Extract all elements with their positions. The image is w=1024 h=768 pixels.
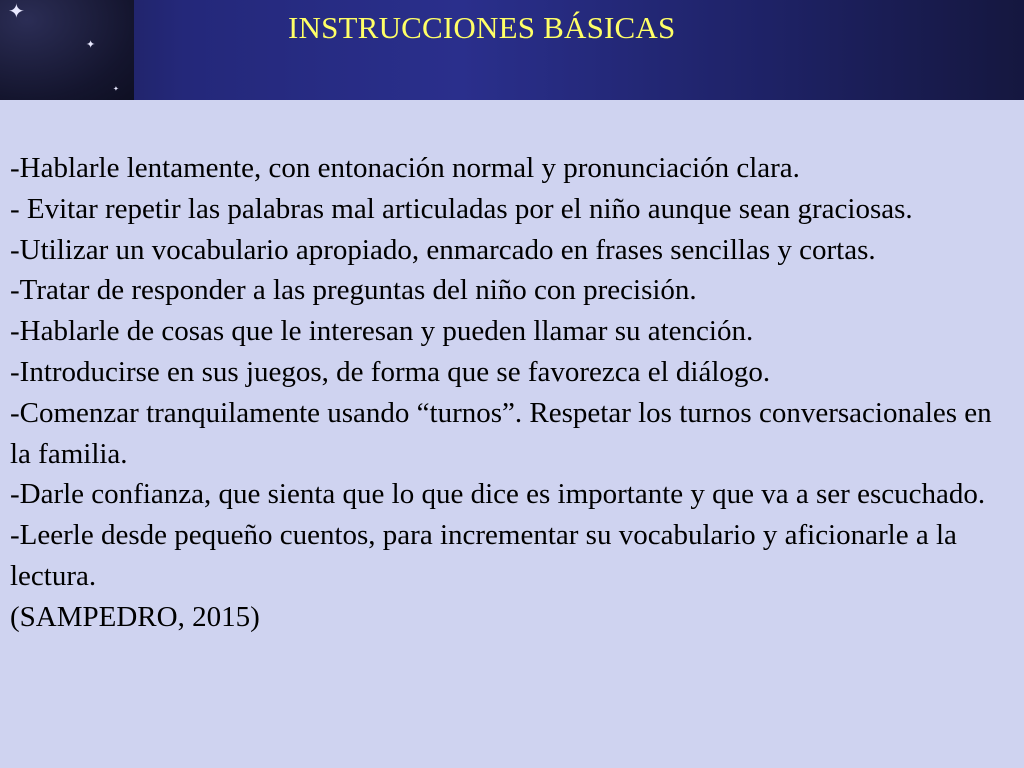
instruction-item: -Tratar de responder a las preguntas del niño con precisión. — [10, 274, 697, 307]
instruction-item: - Evitar repetir las palabras mal articuladas por el niño aunque sean graciosas. — [10, 192, 913, 225]
star-icon: ✦ — [113, 85, 119, 93]
slide-body — [10, 148, 1018, 638]
instruction-item: -Introducirse en sus juegos, de forma que se favorezca el diálogo. — [10, 355, 771, 388]
starfield-corner — [0, 0, 134, 100]
instruction-item: -Darle confianza, que sienta que lo que dice es importante y que va a ser escuchado. — [10, 478, 986, 511]
instruction-item: -Utilizar un vocabulario apropiado, enmarcado en frases sencillas y cortas. — [10, 233, 876, 266]
instruction-item: -Hablarle de cosas que le interesan y pueden llamar su atención. — [10, 315, 754, 348]
star-icon: ✦ — [8, 1, 25, 23]
instruction-item: -Hablarle lentamente, con entonación normal y pronunciación clara. — [10, 152, 800, 184]
instruction-item: -Leerle desde pequeño cuentos, para incrementar su vocabulario y aficionarle a la lectura. — [10, 519, 957, 592]
slide-header — [0, 0, 1024, 100]
star-icon: ✦ — [86, 39, 96, 51]
slide-title: INSTRUCCIONES BÁSICAS — [288, 10, 676, 45]
citation: (SAMPEDRO, 2015) — [10, 600, 260, 633]
instruction-item: -Comenzar tranquilamente usando “turnos”. Respetar los turnos conversacionales en la familia. — [10, 396, 992, 470]
